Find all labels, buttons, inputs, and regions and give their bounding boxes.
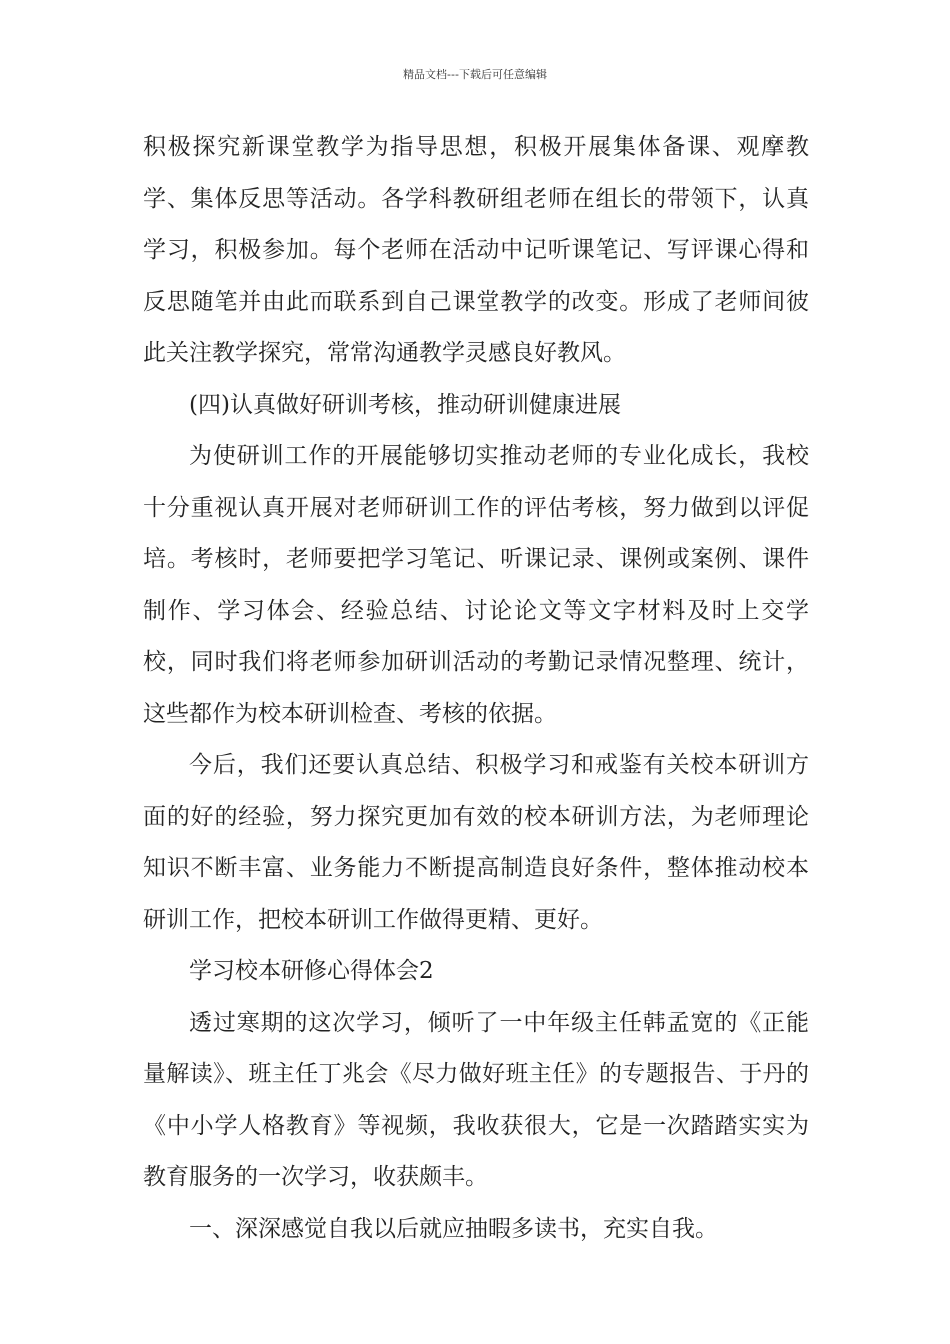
page-header: 精品文档---下载后可任意编辑	[403, 68, 547, 81]
article-title-2: 学习校本研修心得体会2	[189, 958, 434, 984]
section-heading-4: (四)认真做好研训考核，推动研训健康进展	[189, 391, 621, 418]
paragraph-conclusion: 今后，我们还要认真总结、积极学习和戒鉴有关校本研训方面的好的经验，努力探究更加有效的校本研训方法，为老师理论知识不断丰富、业务能力不断提高制造良好条件，整体推动校本研训工作，把校本研训工作做得更精、更好。	[143, 752, 809, 933]
paragraph-intro: 透过寒期的这次学习，倾听了一中年级主任韩孟宽的《正能量解读》、班主任丁兆会《尽力做好班主任》的专题报告、于丹的《中小学人格教育》等视频，我收获很大，它是一次踏踏实实为教育服务的一次学习，收获颇丰。	[143, 1009, 809, 1190]
document-body	[143, 122, 809, 1255]
paragraph-continuation: 积极探究新课堂教学为指导思想，积极开展集体备课、观摩教学、集体反思等活动。各学科教研组老师在组长的带领下，认真学习，积极参加。每个老师在活动中记听课笔记、写评课心得和反思随笔并由此而联系到自己课堂教学的改变。形成了老师间彼此关注教学探究，常常沟通教学灵感良好教风。	[143, 134, 809, 366]
paragraph-assessment: 为使研训工作的开展能够切实推动老师的专业化成长，我校十分重视认真开展对老师研训工作的评估考核，努力做到以评促培。考核时，老师要把学习笔记、听课记录、课例或案例、课件制作、学习体会、经验总结、讨论论文等文字材料及时上交学校，同时我们将老师参加研训活动的考勤记录情况整理、统计，这些都作为校本研训检查、考核的依据。	[143, 443, 809, 727]
paragraph-point-1: 一、深深感觉自我以后就应抽暇多读书，充实自我。	[189, 1215, 718, 1242]
